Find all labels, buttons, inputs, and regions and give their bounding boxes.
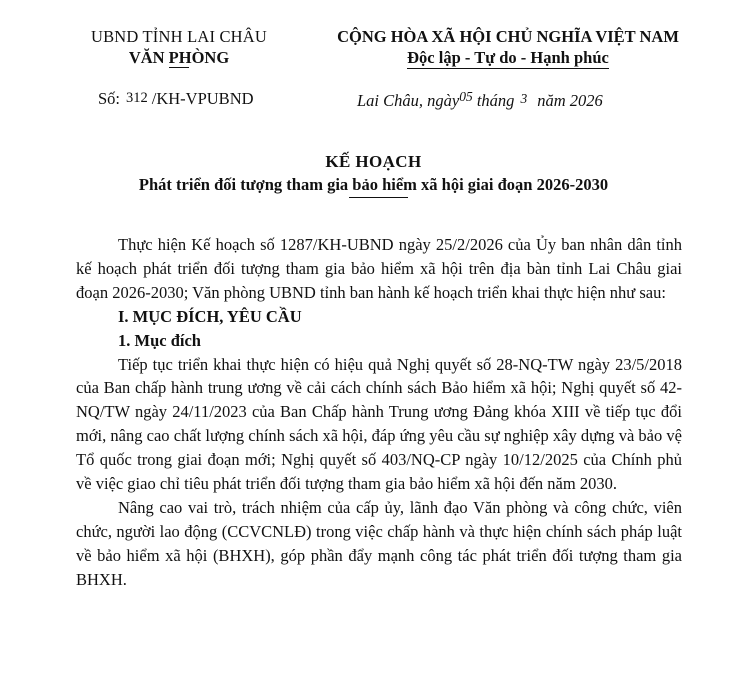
month-label: tháng [476,91,515,110]
document-title: Phát triển đối tượng tham gia bảo hiểm xã hội giai đoạn 2026-2030 [138,175,609,194]
doc-number-prefix: Số: [98,89,121,108]
nation-name: CỘNG HÒA XÃ HỘI CHỦ NGHĨA VIỆT NAM [337,27,679,46]
national-motto: Độc lập - Tự do - Hạnh phúc [407,48,609,67]
department-name: VĂN PHÒNG [128,48,230,67]
date-year: năm 2026 [537,91,603,110]
issuing-authority [84,26,274,68]
document-title-wrap [0,175,747,195]
document-body [76,233,682,592]
place-and-date [357,89,603,111]
intro-paragraph: Thực hiện Kế hoạch số 1287/KH-UBND ngày 25/2/2026 của Ủy ban nhân dân tỉnh kế hoạch phát triển đối tượng tham gia bảo hiểm xã hội trên địa bàn tỉnh Lai Châu giai đoạn 2026-2030; Văn phòng UBND tỉnh ban hành kế hoạch triển khai thực hiện như sau: [76,235,682,302]
date-day: 05 [459,89,473,104]
doc-number-value: 312 [126,90,148,106]
subsection-heading: 1. Mục đích [118,330,201,350]
document-number [98,89,254,109]
doc-number-suffix: /KH-VPUBND [151,89,254,108]
body-paragraph-1: Tiếp tục triển khai thực hiện có hiệu quả Nghị quyết số 28-NQ-TW ngày 23/5/2018 của Ban chấp hành trung ương về cải cách chính sách Bảo hiểm xã hội; Nghị quyết số 42-NQ/TW ngày 24/11/2023 của Ban Chấp hành Trung ương Đảng khóa XIII về tiếp tục đổi mới, nâng cao chất lượng chính sách xã hội, đáp ứng yêu cầu sự nghiệp xây dựng và bảo vệ Tổ quốc trong giai đoạn mới; Nghị quyết số 403/NQ-CP ngày 10/12/2025 của Chính phủ về việc giao chỉ tiêu phát triển đối tượng tham gia bảo hiểm xã hội đến năm 2030. [76,354,682,494]
national-header [308,26,708,69]
section-heading: I. MỤC ĐÍCH, YÊU CẦU [118,306,302,326]
body-paragraph-2: Nâng cao vai trò, trách nhiệm của cấp ủy, lãnh đạo Văn phòng và công chức, viên chức, người lao động (CCVCNLĐ) trong việc chấp hành và thực hiện chính sách pháp luật về bảo hiểm xã hội (BHXH), góp phần đẩy mạnh công tác phát triển đối tượng tham gia BHXH. [76,497,682,589]
org-name: UBND TỈNH LAI CHÂU [90,27,268,46]
place-prefix: Lai Châu, ngày [357,91,460,110]
document-type: KẾ HOẠCH [325,152,422,171]
date-month: 3 [520,91,528,106]
